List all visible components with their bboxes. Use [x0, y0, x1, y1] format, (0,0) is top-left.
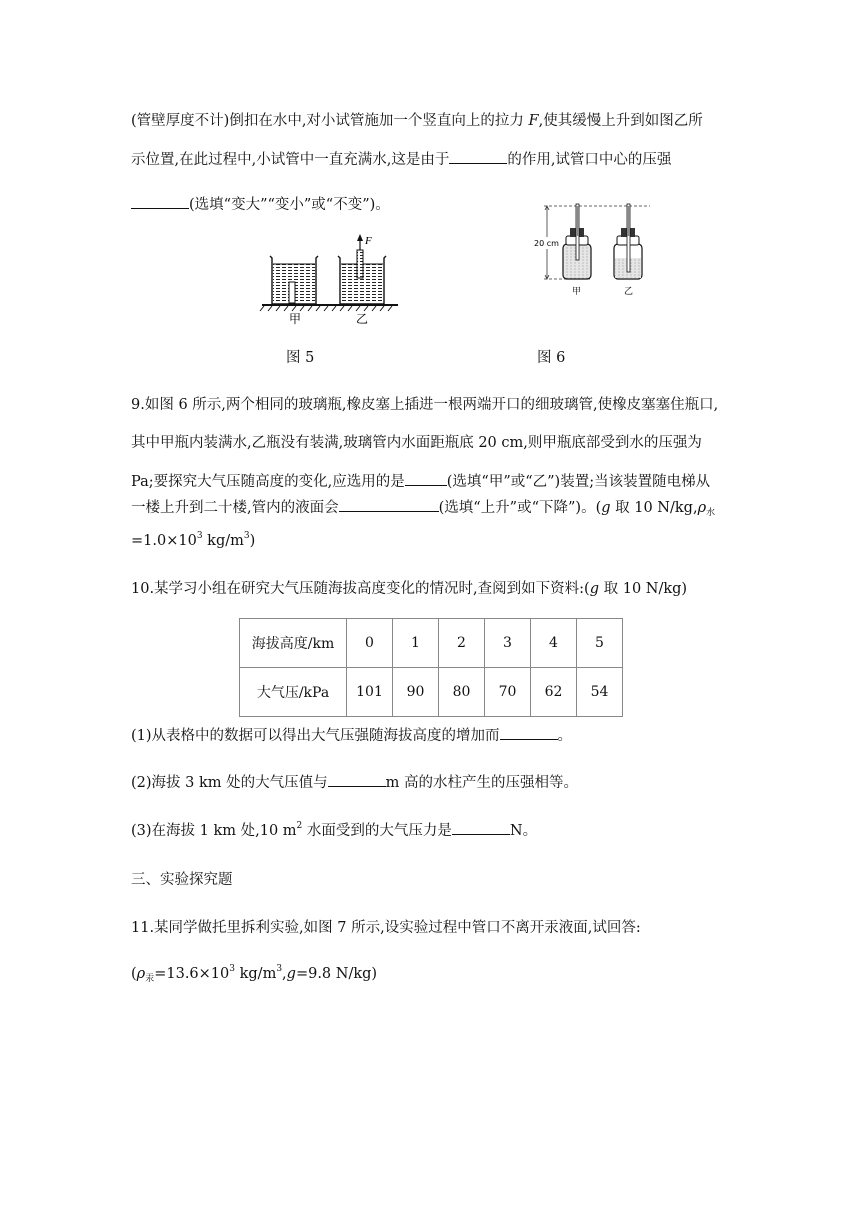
text: 取 10 N/kg,	[610, 500, 698, 516]
superscript: 3	[229, 964, 235, 974]
table-cell: 62	[531, 668, 577, 717]
text: m 高的水柱产生的压强相等。	[385, 775, 578, 791]
label-jia: 甲	[572, 287, 582, 297]
answer-blank[interactable]	[131, 194, 189, 209]
text: (选填“甲”或“乙”)装置;当该装置随电梯从	[446, 474, 711, 490]
answer-blank[interactable]	[449, 149, 507, 164]
label-jia: 甲	[289, 312, 302, 326]
table-header: 海拔高度/km	[240, 619, 347, 668]
table-cell: 3	[485, 619, 531, 668]
answer-blank[interactable]	[339, 497, 439, 512]
text: (3)在海拔 1 km 处,10 m	[131, 823, 297, 839]
table-cell: 2	[439, 619, 485, 668]
text: 10.某学习小组在研究大气压随海拔高度变化的情况时,查阅到如下资料:(	[131, 581, 590, 597]
answer-blank[interactable]	[452, 820, 510, 835]
text-line	[131, 194, 390, 215]
text: kg/m	[202, 533, 244, 549]
table-cell: 5	[577, 619, 623, 668]
text: (管壁厚度不计)倒扣在水中,对小试管施加一个竖直向上的拉力	[131, 113, 529, 129]
text-line	[131, 772, 578, 793]
table-cell: 80	[439, 668, 485, 717]
text: 一楼上升到二十楼,管内的液面会	[131, 500, 339, 516]
text: =13.6×10	[154, 966, 230, 982]
table-row	[240, 668, 623, 717]
text: kg/m	[235, 966, 277, 982]
superscript: 3	[196, 531, 203, 541]
text: N。	[509, 823, 538, 839]
text: )	[249, 533, 256, 549]
text: (2)海拔 3 km 处的大气压值与	[131, 775, 328, 791]
variable-rho: ρ	[136, 966, 146, 982]
table-cell: 1	[393, 619, 439, 668]
height-label: 20 cm	[534, 239, 559, 248]
variable-f: F	[528, 113, 539, 129]
table-cell: 54	[577, 668, 623, 717]
superscript: 3	[276, 964, 283, 974]
section-heading	[131, 870, 233, 890]
force-label: F	[365, 235, 372, 247]
table-row	[240, 619, 623, 668]
table-cell: 70	[485, 668, 531, 717]
superscript: 2	[296, 821, 303, 831]
text-line	[131, 964, 377, 984]
table-cell: 4	[531, 619, 577, 668]
subscript: 汞	[145, 974, 155, 984]
text-line	[131, 725, 572, 746]
text: 示位置,在此过程中,小试管中一直充满水,这是由于	[131, 152, 450, 168]
text: 三、实验探究题	[131, 872, 233, 888]
table-cell: 101	[347, 668, 393, 717]
text-line	[131, 497, 715, 518]
text: 取 10 N/kg)	[599, 581, 688, 597]
text-line	[131, 433, 702, 453]
text: 9.如图 6 所示,两个相同的玻璃瓶,橡皮塞上插进一根两端开口的细玻璃管,使橡皮塞塞住瓶口,	[131, 397, 719, 413]
text-line	[131, 531, 255, 551]
text-line	[131, 395, 718, 415]
text: (选填“变大”“变小”或“不变”)。	[189, 197, 390, 213]
answer-blank[interactable]	[500, 725, 558, 740]
text: (选填“上升”或“下降”)。(	[438, 500, 602, 516]
subscript: 水	[706, 508, 716, 518]
text: 。	[557, 728, 573, 744]
superscript: 3	[243, 531, 250, 541]
figure-5-caption: 图 5	[286, 350, 315, 366]
answer-blank[interactable]	[405, 471, 447, 486]
text: ,	[282, 966, 287, 982]
text: Pa;要探究大气压随高度的变化,应选用的是	[131, 474, 405, 490]
variable-g: g	[589, 581, 600, 597]
table-header: 大气压/kPa	[240, 668, 347, 717]
figure-6-caption: 图 6	[537, 350, 566, 366]
label-yi: 乙	[624, 287, 634, 297]
test-tube	[289, 282, 295, 303]
text-line	[131, 111, 703, 131]
text-line	[131, 820, 537, 841]
text: 其中甲瓶内装满水,乙瓶没有装满,玻璃管内水面距瓶底 20 cm,则甲瓶底部受到水的压强为	[131, 435, 702, 451]
variable-g: g	[286, 966, 296, 982]
text-line	[131, 918, 641, 938]
test-tube	[357, 250, 363, 278]
text: 11.某同学做托里拆利实验,如图 7 所示,设实验过程中管口不离开汞液面,试回答:	[131, 920, 641, 936]
text: 水面受到的大气压力是	[302, 823, 452, 839]
text: (1)从表格中的数据可以得出大气压强随海拔高度的增加而	[131, 728, 500, 744]
figure-6	[530, 196, 660, 298]
label-yi: 乙	[356, 312, 369, 326]
table-cell: 0	[347, 619, 393, 668]
table-cell: 90	[393, 668, 439, 717]
text: (	[131, 966, 137, 982]
variable-g: g	[601, 500, 611, 516]
answer-blank[interactable]	[328, 772, 386, 787]
text: 的作用,试管口中心的压强	[507, 152, 672, 168]
text-line	[131, 149, 671, 170]
variable-rho: ρ	[697, 500, 707, 516]
text-line	[131, 471, 710, 492]
altitude-pressure-table	[239, 618, 623, 717]
text-line	[131, 579, 687, 599]
text: =9.8 N/kg)	[295, 966, 378, 982]
text: ,使其缓慢上升到如图乙所	[538, 113, 703, 129]
text: =1.0×10	[131, 533, 197, 549]
figure-5	[258, 230, 408, 326]
